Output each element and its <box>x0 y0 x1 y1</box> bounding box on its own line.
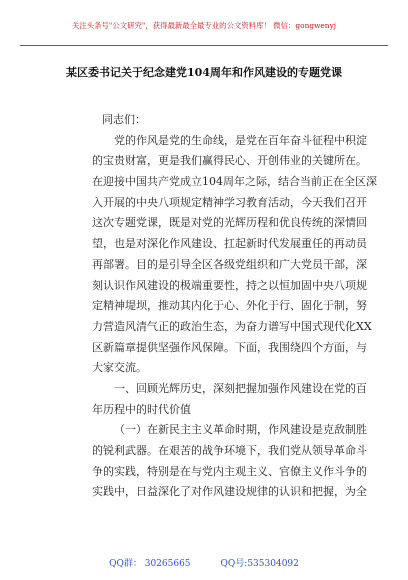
paragraph-line: 党的作风是党的生命线，是党在百年奋斗征程中积淀 <box>114 133 367 147</box>
paragraph-line: 的锐利武器。在艰苦的战争环境下，我们党从领导革命斗 <box>92 444 367 457</box>
section-heading: 年历程中的时代价值 <box>92 402 191 416</box>
paragraph-line: 力营造风清气正的政治生态，为奋力谱写中国式现代化XX <box>92 319 372 333</box>
salutation: 同志们： <box>102 113 146 126</box>
paragraph-line: 再部署。目的是引导全区各级党组织和广大党员干部，深 <box>92 257 367 271</box>
paragraph-line: 这次专题党课，既是对党的光辉历程和优良传统的深情回 <box>92 216 367 230</box>
paragraph-line: 望，也是对深化作风建设、扛起新时代发展重任的再动员 <box>92 237 367 251</box>
document-title: 某区委书记关于纪念建党104周年和作风建设的专题党课 <box>66 66 342 79</box>
footer-qq-group: QQ群： 30265665 <box>109 559 191 569</box>
footer-contact <box>0 559 408 570</box>
paragraph-line: 实践中，日益深化了对作风建设规律的认识和把握，为全 <box>92 485 367 499</box>
paragraph-line: 争的实践，特别是在与党内主观主义、官僚主义作斗争的 <box>92 464 367 478</box>
paragraph-line: 刻认识作风建设的极端重要性，持之以恒加固中央八项规 <box>92 278 367 292</box>
section-heading: 一、回顾光辉历史，深刻把握加强作风建设在党的百 <box>114 381 367 395</box>
footer-qq-number: QQ号:535304092 <box>220 559 299 569</box>
document-body <box>92 110 377 503</box>
header-divider <box>20 45 388 46</box>
subsection-heading: （一）在新民主主义革命时期，作风建设是克敌制胜 <box>114 423 367 437</box>
paragraph-line: 定精神堤坝，推动其内化于心、外化于行、固化于制，努 <box>92 299 367 313</box>
paragraph-line: 入开展的中央八项规定精神学习教育活动，今天我们召开 <box>92 195 367 209</box>
paragraph-line: 区新篇章提供坚强作风保障。下面，我围绕四个方面，与 <box>92 340 367 354</box>
header-banner: 关注头条号"公文研究"，获得最新最全最专业的公文资料库！ 微信：gongwenyj <box>71 21 337 30</box>
paragraph-line: 大家交流。 <box>92 361 147 375</box>
paragraph-line: 的宝贵财富，更是我们赢得民心、开创伟业的关键所在。 <box>92 154 367 168</box>
paragraph-line: 在迎接中国共产党成立104周年之际，结合当前正在全区深 <box>92 175 377 189</box>
